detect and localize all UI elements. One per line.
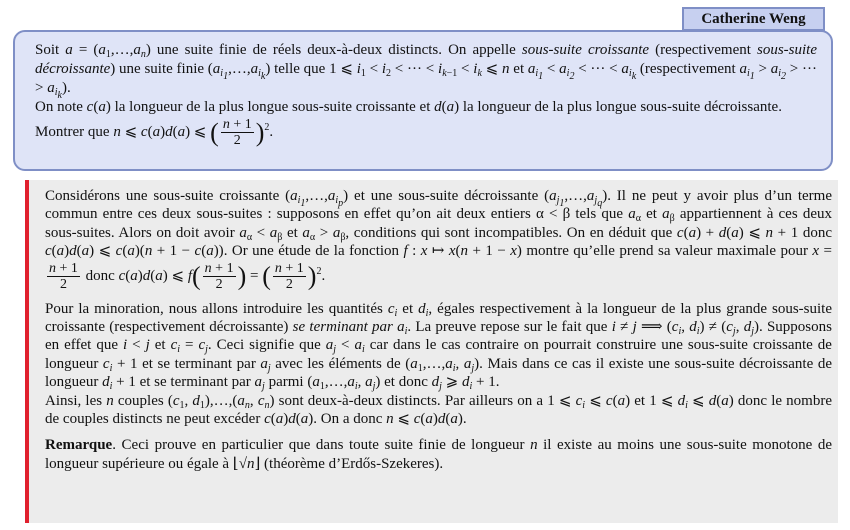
- author-name: Catherine Weng: [701, 10, 806, 27]
- author-tag: [682, 7, 825, 31]
- solution-remark: Remarque. Ceci prouve en particulier que dans toute suite finie de longueur n il existe au moins une sous-suite monotone de longueur supérieure ou égale à ⌊√n⌋ (théorème d’Erdős-Szekeres).: [45, 437, 832, 472]
- solution-paragraph-2: Pour la minoration, nous allons introduire les quantités $c_i$ et $d_i$, égales respectivement à la longueur de la plus grande sous-suite croissante (respectivement décroissante) se terminant par $a_i$. La preuve repose sur le fait que i ≠ j ⟹ ($c_i$, $d_i) \ne (c_j$, $d_j$). Supposons en effet que i < j et $c_i = c_j$. Ceci signifie que $a_j < a_i$ car dans le cas contraire on pourrait construire une sous-suite croissante de longueur $c_i + 1$ et se terminant par $a_j$ avec les éléments de ($a_1,\dots,a_i$, $a_j$). Mais dans ce cas il existe une sous-suite décroissante de longueur $d_i + 1$ et se terminant par $a_j$ parmi ($a_1,\dots,a_i$, $a_j$) et donc $d_j$ ⩾ $d_i + 1$.: [45, 300, 833, 393]
- solution-box: [25, 180, 838, 523]
- problem-paragraph-3: Montrer que n ⩽ c(a)d(a) ⩽ ( $\frac{n + 1}{2}$ )$^2$.: [35, 117, 274, 148]
- problem-paragraph-2: On note c(a) la longueur de la plus longue sous-suite croissante et d(a) la longueur de la plus longue sous-suite décroissante.: [35, 99, 782, 115]
- solution-paragraph-3: Ainsi, les n couples ($c_1$, $d_1),\dots,(a_n$, $c_n$) sont deux-à-deux distincts. Par ailleurs on a 1 ⩽ $c_i$ ⩽ c(a) et 1 ⩽ $d_i$ ⩽ d(a) donc le nombre de couples distincts ne peut excéder c(a)d(a). On a donc n ⩽ c(a)d(a).: [45, 392, 832, 428]
- problem-paragraph-1: Soit $a = (a_1,\dots,a_n)$ une suite finie de réels deux-à-deux distincts. On appelle sous-suite croissante (respectivement sous-suite décroissante) une suite finie $(a_{i_1},\dots,a_{i_k})$ telle que 1 ⩽ $i_1 < i_2$ < ··· < $i_{k-1} < i_k$ ⩽ n et $a_{i_1} < a_{i_2}$ < ··· < $a_{i_k}$ (respectivement $a_{i_1} > a_{i_2}$ > ··· > $a_{i_k}$).: [35, 42, 818, 101]
- problem-statement-box: [13, 30, 833, 171]
- remark-label: Remarque: [45, 437, 113, 454]
- solution-paragraph-1: Considérons une sous-suite croissante $(a_{i_1},\dots,a_{i_p})$ et une sous-suite décroissante $(a_{j_1},\dots,a_{j_q})$. Il ne peut y avoir plus d’un terme commun entre ces deux sous-suites : supposons en effet qu’on ait deux entiers α < β tels que $a_\alpha$ et $a_\beta$ appartiennent à ces deux sous-suites. Alors on doit avoir $a_\alpha < a_\beta$ et $a_\alpha > a_\beta$, conditions qui sont incompatibles. On en déduit que c(a) + d(a) ⩽ n + 1 donc c(a)d(a) ⩽ c(a)(n + 1 − c(a)). Or une étude de la fonction f : x ↦ x(n + 1 − x) montre qu’elle prend sa valeur maximale pour x = $\frac{n + 1}{2}$ donc c(a)d(a) ⩽ f( $\frac{n + 1}{2}$ ) = ( $\frac{n + 1}{2}$ )$^2$.: [45, 188, 832, 292]
